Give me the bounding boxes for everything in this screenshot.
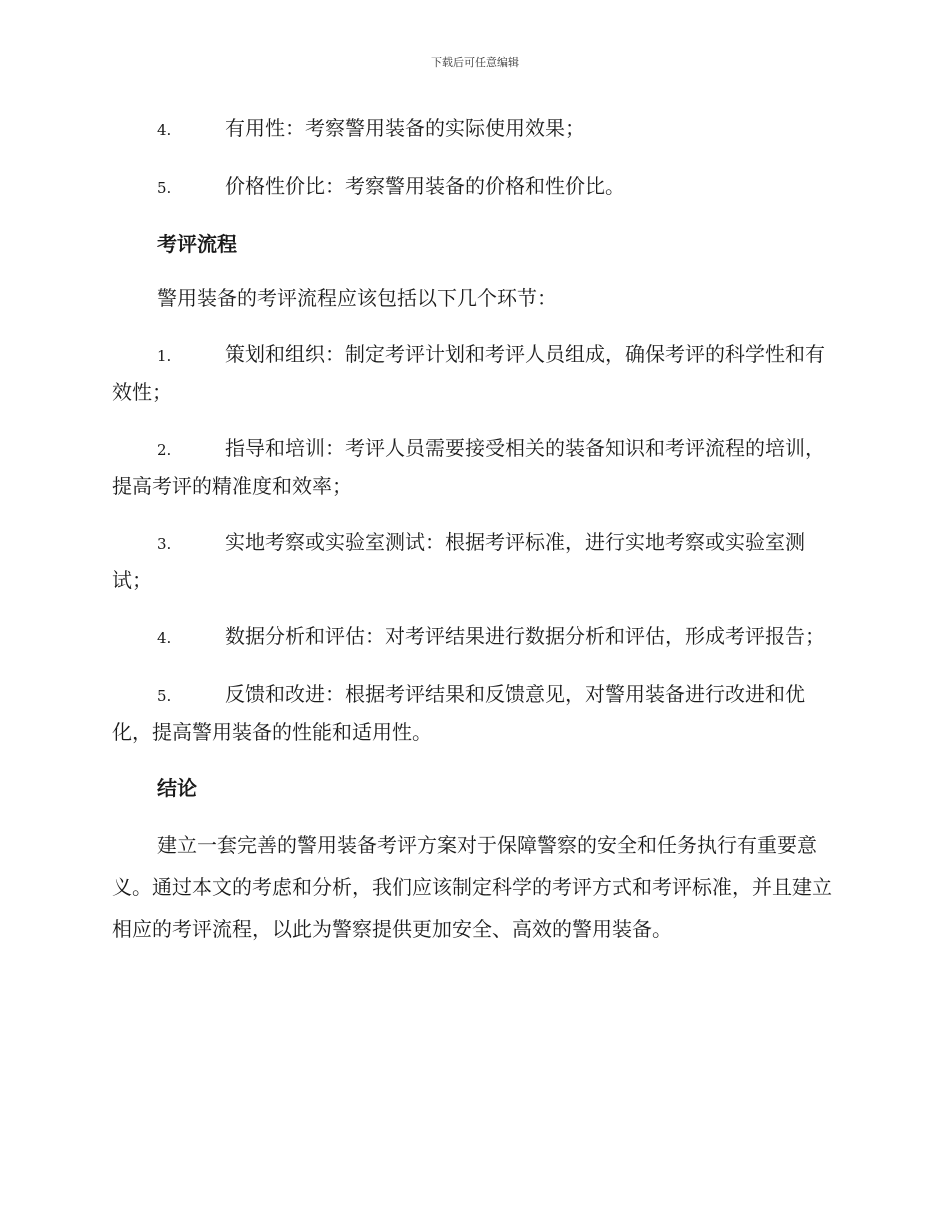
page-header: 下载后可任意编辑	[431, 56, 519, 69]
list-text: 数据分析和评估：对考评结果进行数据分析和评估，形成考评报告；	[225, 624, 825, 648]
list-item	[112, 676, 834, 750]
list-number: 3.	[157, 535, 172, 553]
list-text: 反馈和改进：根据考评结果和反馈意见，对警用装备进行改进和优化，提高警用装备的性能和适用性。	[112, 682, 805, 744]
list-text: 有用性：考察警用装备的实际使用效果；	[225, 116, 585, 140]
list-text: 指导和培训：考评人员需要接受相关的装备知识和考评流程的培训，提高考评的精准度和效率；	[112, 436, 825, 498]
list-item	[112, 524, 834, 598]
section-heading-conclusion: 结论	[157, 776, 197, 800]
list-item	[112, 110, 834, 148]
process-intro: 警用装备的考评流程应该包括以下几个环节：	[157, 286, 557, 310]
list-item	[112, 336, 834, 410]
list-number: 5.	[157, 179, 172, 197]
list-number: 4.	[157, 121, 172, 139]
list-item	[112, 168, 834, 206]
document-body	[112, 110, 834, 950]
list-number: 1.	[157, 347, 172, 365]
list-number: 5.	[157, 687, 172, 705]
list-number: 2.	[157, 441, 172, 459]
conclusion-paragraph: 建立一套完善的警用装备考评方案对于保障警察的安全和任务执行有重要意义。通过本文的考虑和分析，我们应该制定科学的考评方式和考评标准，并且建立相应的考评流程，以此为警察提供更加安全、高效的警用装备。	[112, 833, 832, 941]
list-number: 4.	[157, 629, 172, 647]
list-item	[112, 430, 834, 504]
section-heading-process: 考评流程	[157, 232, 237, 256]
list-text: 实地考察或实验室测试：根据考评标准，进行实地考察或实验室测试；	[112, 530, 805, 592]
list-item	[112, 618, 834, 656]
list-text: 策划和组织：制定考评计划和考评人员组成，确保考评的科学性和有效性；	[112, 342, 825, 404]
list-text: 价格性价比：考察警用装备的价格和性价比。	[225, 174, 625, 198]
